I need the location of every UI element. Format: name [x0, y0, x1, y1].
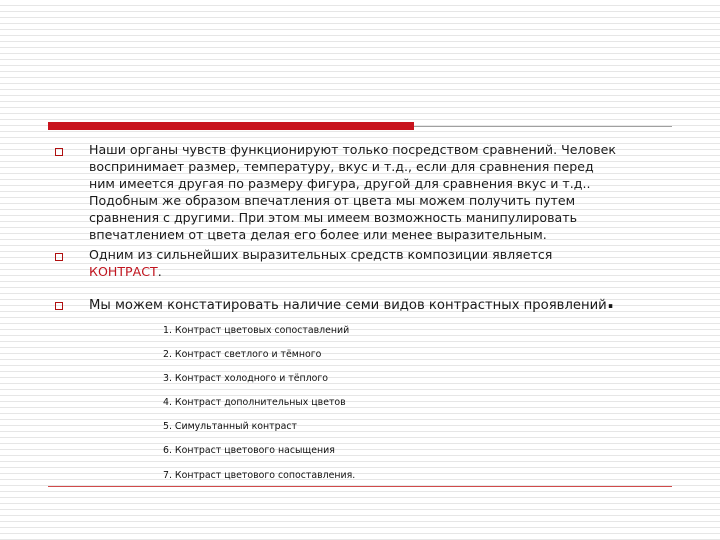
- paragraph-period: .: [606, 289, 615, 313]
- paragraph-comparison: [89, 141, 689, 243]
- list-item: 6. Контраст цветового насыщения: [163, 445, 335, 457]
- paragraph-line: ним имеется другая по размеру фигура, другой для сравнения вкус и т.д..: [89, 176, 591, 191]
- paragraph-line: впечатлением от цвета делая его более или менее выразительным.: [89, 227, 547, 242]
- list-item: 7. Контраст цветового сопоставления.: [163, 469, 356, 481]
- paragraph-line: Мы можем констатировать наличие семи видов контрастных проявлений: [89, 298, 607, 313]
- square-bullet-icon: [55, 253, 63, 261]
- contrast-keyword: КОНТРАСТ: [89, 264, 158, 279]
- paragraph-line: Одним из сильнейших выразительных средств композиции является: [89, 247, 553, 262]
- paragraph-line: [89, 263, 689, 280]
- paragraph-line: сравнения с другими. При этом мы имеем возможность манипулировать: [89, 210, 578, 225]
- list-item: 5. Симультанный контраст: [163, 421, 297, 433]
- paragraph-seven-types: [89, 289, 689, 314]
- paragraph-contrast: [89, 246, 689, 280]
- paragraph-line: воспринимает размер, температуру, вкус и т.д., если для сравнения перед: [89, 159, 594, 174]
- paragraph-period: .: [157, 264, 162, 279]
- list-item: 1. Контраст цветовых сопоставлений: [163, 325, 350, 336]
- list-item: 2. Контраст светлого и тёмного: [163, 349, 322, 361]
- list-item: 4. Контраст дополнительных цветов: [163, 397, 346, 409]
- list-item: 3. Контраст холодного и тёплого: [163, 373, 329, 385]
- paragraph-line: Наши органы чувств функционируют только посредством сравнений. Человек: [89, 142, 617, 157]
- square-bullet-icon: [55, 302, 63, 310]
- square-bullet-icon: [55, 148, 63, 156]
- paragraph-line: Подобным же образом впечатления от цвета мы можем получить путем: [89, 193, 576, 208]
- accent-bar: [48, 122, 414, 130]
- bottom-divider: [48, 486, 672, 487]
- contrast-types-list: [163, 324, 355, 493]
